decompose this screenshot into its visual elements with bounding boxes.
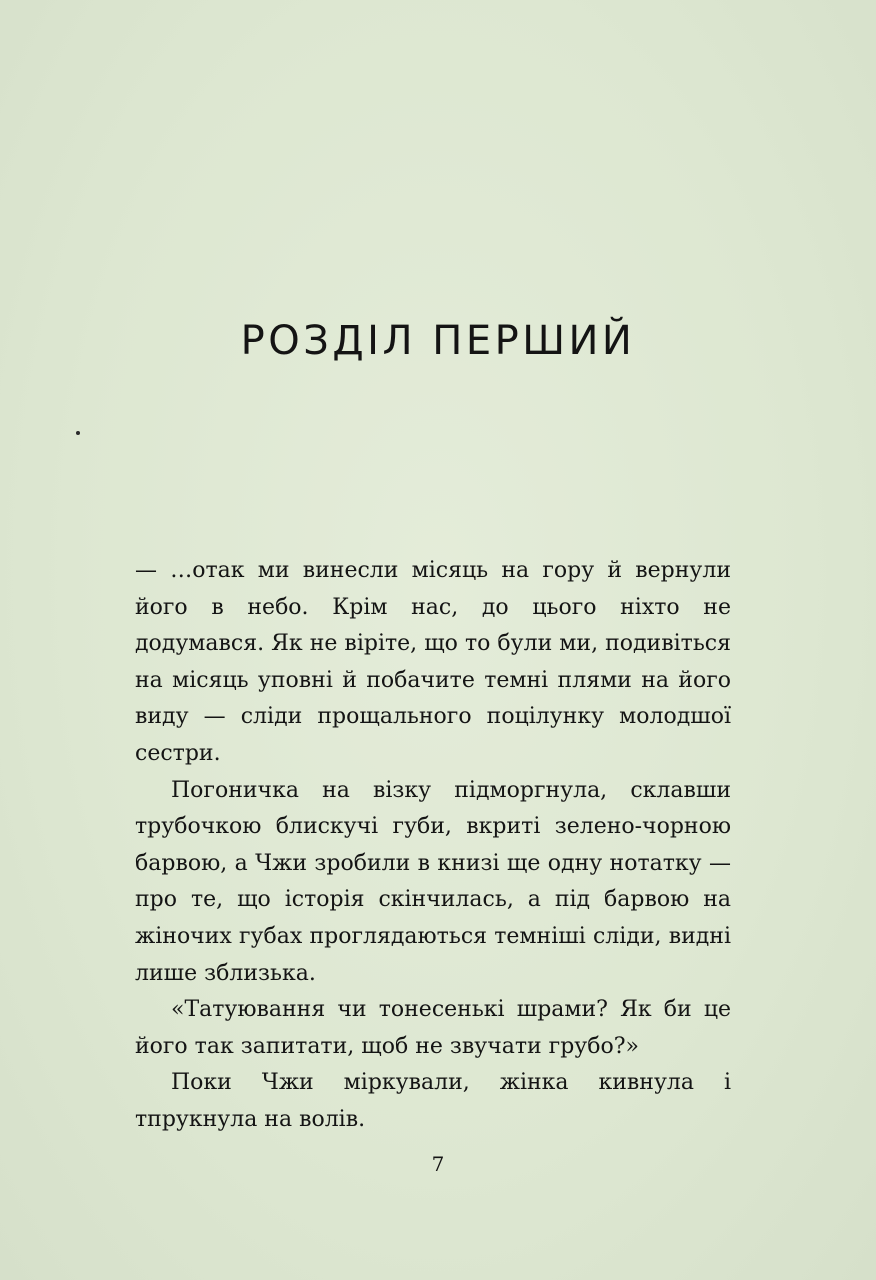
paragraph-1: — …отак ми винесли місяць на гору й вернули його в небо. Крім нас, до цього ніхто не додумався. Як не віріте, що то були ми, подивіться на місяць уповні й побачите темні плями на його виду — сліди прощального поцілунку молодшої сестри. <box>135 558 731 766</box>
paragraph-3: «Татуювання чи тонесенькі шрами? Як би це його так запитати, щоб не звучати грубо?» <box>135 997 731 1059</box>
chapter-body <box>135 553 731 1139</box>
chapter-title: РОЗДІЛ ПЕРШИЙ <box>240 318 636 364</box>
ink-speck <box>76 431 80 435</box>
page-number: 7 <box>431 1152 445 1176</box>
paragraph-2: Погоничка на візку підморгнула, склавши трубочкою блискучі губи, вкриті зелено-чорною барвою, а Чжи зробили в книзі ще одну нотатку — про те, що історія скінчилась, а під барвою на жіночих губах проглядаються темніші сліди, видні лише зблизька. <box>135 777 731 986</box>
paragraph-4: Поки Чжи міркували, жінка кивнула і тпрукнула на волів. <box>135 1070 731 1132</box>
